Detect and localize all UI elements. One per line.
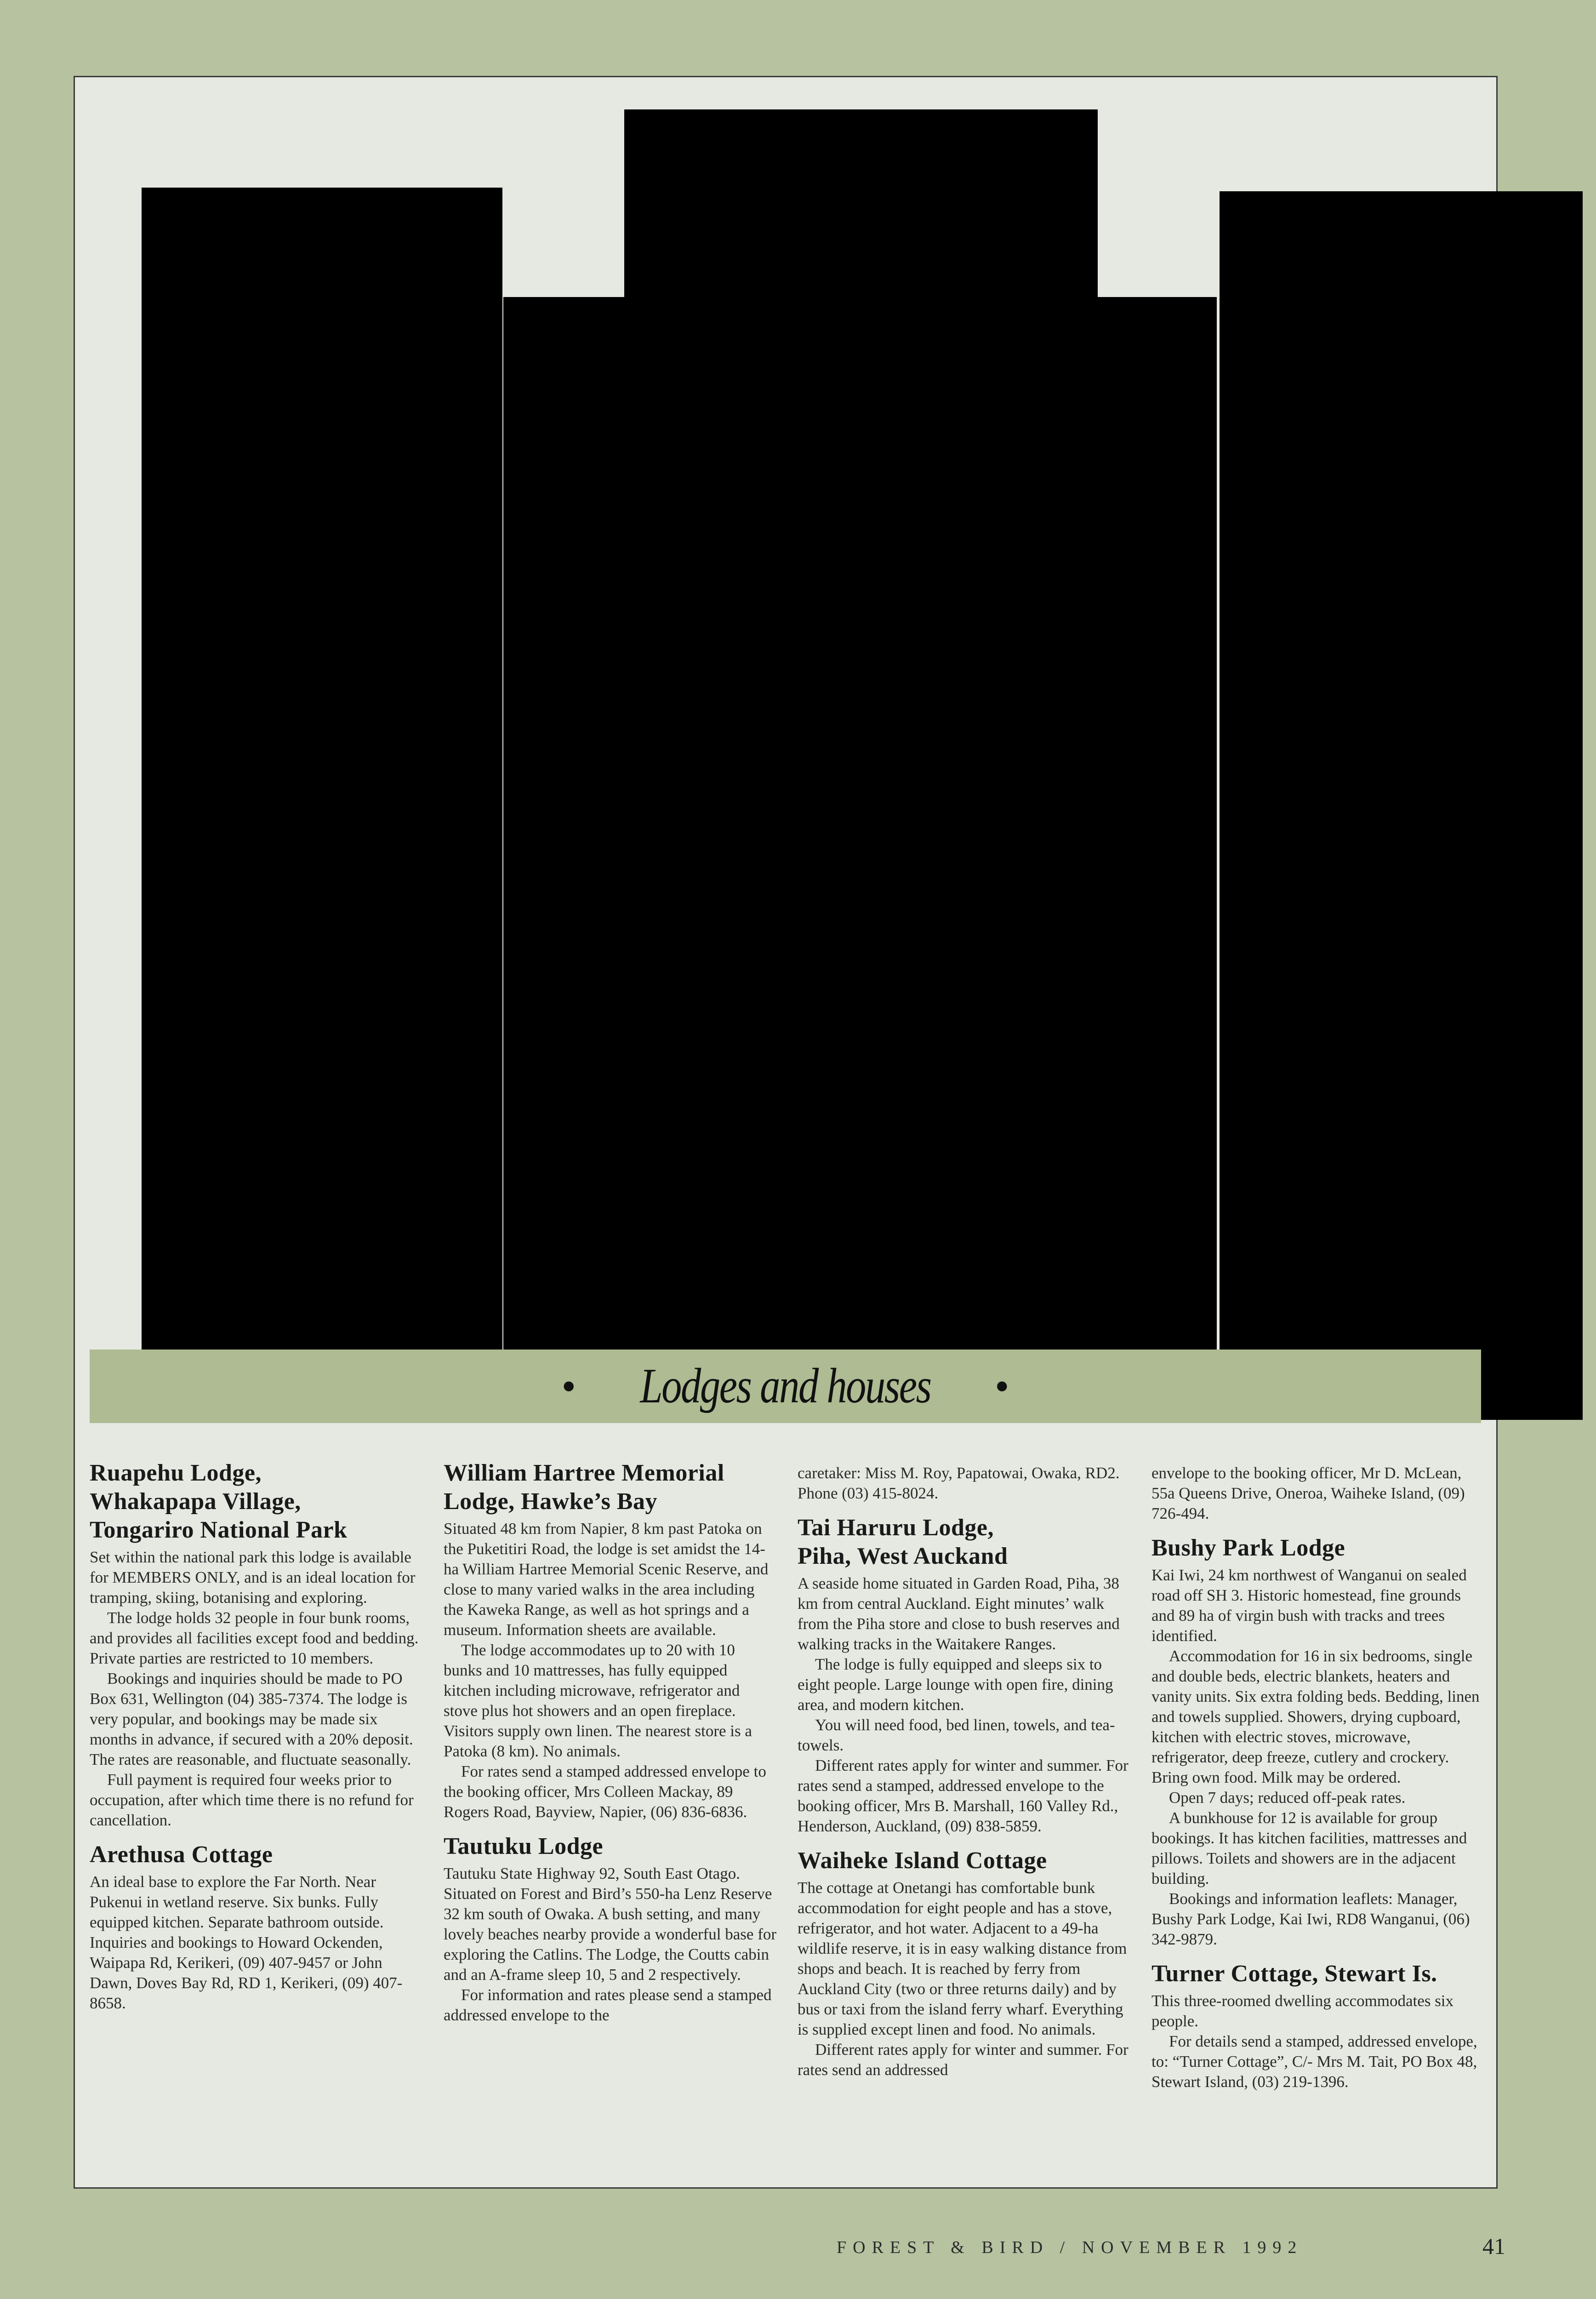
entry-title: Tai Haruru Lodge, Piha, West Auckand (798, 1515, 1008, 1569)
redacted-photo-center (503, 297, 1217, 1420)
continued-paragraph: envelope to the booking officer, Mr D. McLean, 55a Queens Drive, Oneroa, Waiheke Island, (09) 726-494. (1151, 1464, 1465, 1522)
entry-paragraph: Bookings and information leaflets: Manager, Bushy Park Lodge, Kai Iwi, RD8 Wanganui, (06) 342-9879. (1151, 1890, 1470, 1948)
entry-paragraph: Bookings and inquiries should be made to PO Box 631, Wellington (04) 385-7374. The lodge is very popular, and bookings may be made six months in advance, if secured with a 20% deposit. The rates are reasonable, and fluctuate seasonally. (90, 1670, 413, 1768)
entry-paragraph: The lodge accommodates up to 20 with 10 bunks and 10 mattresses, has fully equipped kitchen including microwave, refrigerator and stove plus hot showers and an open fireplace. Visitors supply own linen. The nearest store is a Patoka (8 km). No animals. (444, 1641, 752, 1760)
entry-paragraph: Kai Iwi, 24 km northwest of Wanganui on sealed road off SH 3. Historic homestead, fine grounds and 89 ha of virgin bush with tracks and trees identified. (1151, 1566, 1467, 1645)
entry-paragraph: A bunkhouse for 12 is available for group bookings. It has kitchen facilities, mattresses and pillows. Toilets and showers are in the adjacent building. (1151, 1809, 1467, 1887)
entry-paragraph: A seaside home situated in Garden Road, Piha, 38 km from central Auckland. Eight minutes’ walk from the Piha store and close to bush reserves and walking tracks in the Waitakere Ranges. (798, 1574, 1120, 1653)
entry-paragraph: You will need food, bed linen, towels, and tea-towels. (798, 1716, 1115, 1754)
entry-paragraph: Different rates apply for winter and summer. For rates send a stamped, addressed envelope to the booking officer, Mrs B. Marshall, 160 Valley Rd., Henderson, Auckland, (09) 838-5859. (798, 1756, 1129, 1835)
entry-paragraph: Full payment is required four weeks prior to occupation, after which time there is no refund for cancellation. (90, 1771, 414, 1829)
entry-paragraph: Different rates apply for winter and summer. For rates send an addressed (798, 2041, 1129, 2079)
entry-paragraph: For details send a stamped, addressed envelope, to: “Turner Cottage”, C/- Mrs M. Tait, PO Box 48, Stewart Island, (03) 219-1396. (1151, 2032, 1477, 2091)
entry-paragraph: Open 7 days; reduced off-peak rates. (1169, 1789, 1406, 1807)
running-footer: FOREST & BIRD / NOVEMBER 1992 (837, 2238, 1303, 2257)
entry-paragraph: The cottage at Onetangi has comfortable bunk accommodation for eight people and has a stove, refrigerator, and hot water. Adjacent to a 49-ha wildlife reserve, it is in easy walking distance from shops and beach. It is reached by ferry from Auckland City (two or three returns daily) and by bus or taxi from the island ferry wharf. Everything is supplied except linen and food. No animals. (798, 1879, 1127, 2038)
redacted-photo-right (1220, 191, 1583, 1420)
entry-paragraph: Tautuku State Highway 92, South East Otago. Situated on Forest and Bird’s 550-ha Lenz Reserve 32 km south of Owaka. A bush setting, and many lovely beaches nearby provide a wonderful base for exploring the Catlins. The Lodge, the Coutts cabin and an A-frame sleep 10, 5 and 2 respectively. (444, 1864, 777, 1984)
entry-title: Arethusa Cottage (90, 1841, 273, 1868)
banner-bullet-left: • (561, 1363, 576, 1409)
banner-bullet-right: • (995, 1363, 1009, 1409)
entry-title: Waiheke Island Cottage (798, 1847, 1047, 1874)
entry-paragraph: Accommodation for 16 in six bedrooms, single and double beds, electric blankets, heaters and vanity units. Six extra folding beds. Bedding, linen and towels supplied. Showers, drying cupboard, kitchen with electric stoves, microwave, refrigerator, deep freeze, cutlery and crockery. Bring own food. Milk may be ordered. (1151, 1647, 1480, 1786)
section-banner (90, 1350, 1481, 1423)
text-column-1 (90, 1455, 423, 2013)
entry-title: Turner Cottage, Stewart Is. (1151, 1961, 1437, 1987)
entry-paragraph: An ideal base to explore the Far North. Near Pukenui in wetland reserve. Six bunks. Fully equipped kitchen. Separate bathroom outside. Inquiries and bookings to Howard Ockenden, Waipapa Rd, Kerikeri, (09) 407-9457 or John Dawn, Doves Bay Rd, RD 1, Kerikeri, (09) 407-8658. (90, 1873, 403, 2012)
entry-paragraph: For information and rates please send a stamped addressed envelope to the (444, 1986, 772, 2024)
text-column-4 (1151, 1463, 1485, 2092)
entry-title: Ruapehu Lodge, Whakapapa Village, Tongariro National Park (90, 1460, 348, 1543)
redacted-photo-left (142, 188, 502, 1420)
redacted-photo-top-center (624, 109, 1098, 298)
continued-paragraph: caretaker: Miss M. Roy, Papatowai, Owaka, RD2. Phone (03) 415-8024. (798, 1464, 1120, 1502)
section-title: Lodges and houses (640, 1359, 931, 1413)
entry-title: William Hartree Memorial Lodge, Hawke’s Bay (444, 1460, 724, 1515)
entry-title: Bushy Park Lodge (1151, 1535, 1345, 1561)
text-column-2 (444, 1455, 777, 2025)
entry-paragraph: This three-roomed dwelling accommodates six people. (1151, 1992, 1454, 2030)
text-column-3 (798, 1463, 1131, 2080)
entry-title: Tautuku Lodge (444, 1833, 604, 1859)
entry-paragraph: For rates send a stamped addressed envelope to the booking officer, Mrs Colleen Mackay, 89 Rogers Road, Bayview, Napier, (06) 836-6836. (444, 1762, 766, 1821)
entry-paragraph: Set within the national park this lodge is available for MEMBERS ONLY, and is an ideal location for tramping, skiing, botanising and exploring. (90, 1548, 416, 1607)
entry-paragraph: The lodge holds 32 people in four bunk rooms, and provides all facilities except food and bedding. Private parties are restricted to 10 members. (90, 1609, 419, 1667)
entry-paragraph: Situated 48 km from Napier, 8 km past Patoka on the Puketitiri Road, the lodge is set amidst the 14-ha William Hartree Memorial Scenic Reserve, and close to many varied walks in the area including the Kaweka Range, as well as hot springs and a museum. Information sheets are available. (444, 1520, 769, 1639)
page-number: 41 (1482, 2233, 1505, 2259)
entry-paragraph: The lodge is fully equipped and sleeps six to eight people. Large lounge with open fire, dining area, and modern kitchen. (798, 1655, 1113, 1714)
